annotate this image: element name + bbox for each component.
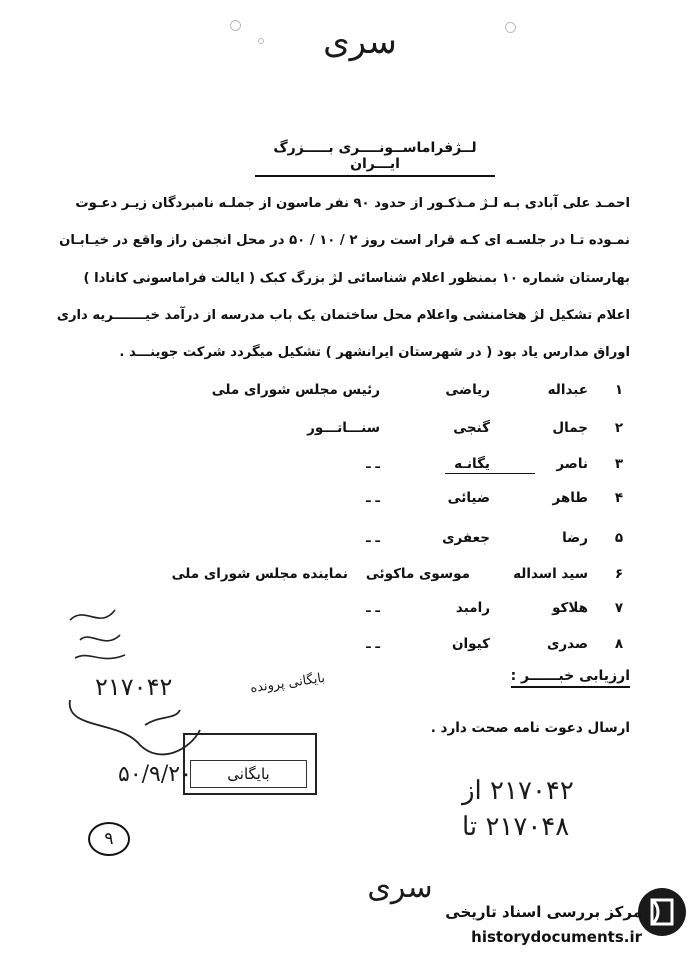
handwritten-archive-number: ۲۱۷۰۴۲ xyxy=(95,673,173,701)
member-role: ـ ـ xyxy=(366,636,380,652)
member-role: نماینده مجلس شورای ملی xyxy=(171,566,348,582)
handwritten-ref-to: ۲۱۷۰۴۸ تا xyxy=(462,812,570,842)
watermark-org-name: مرکز بررسی اسناد تاریخی xyxy=(445,903,642,921)
handwritten-ref-from: ۲۱۷۰۴۲ از xyxy=(462,776,574,806)
speck-mark xyxy=(230,20,241,31)
member-number: ۳ xyxy=(614,456,624,472)
evaluation-label: ارزیابی خبــــــر : xyxy=(511,668,630,688)
closing-statement: ارسال دعوت نامه صحت دارد . xyxy=(430,720,630,736)
organization-heading: لــژفراماســونــــری بـــــزرگ ایـــران xyxy=(255,140,495,177)
speck-mark xyxy=(505,22,516,33)
member-last-name: رامبد xyxy=(455,600,490,616)
archive-logo-icon xyxy=(638,888,686,936)
page-number: ۹ xyxy=(88,822,130,856)
member-number: ۴ xyxy=(614,490,624,506)
member-row xyxy=(10,490,630,514)
handwritten-scribble xyxy=(60,600,140,670)
member-first-name: طاهر xyxy=(552,490,588,506)
member-last-name: جعفری xyxy=(442,530,490,546)
watermark-url[interactable]: historydocuments.ir xyxy=(471,928,642,946)
member-last-name: یگانـه xyxy=(454,456,490,472)
classification-header: سری xyxy=(323,22,397,62)
member-row xyxy=(10,382,630,406)
member-first-name: رضا xyxy=(562,530,588,546)
handwritten-date: ۵۰/۹/۲۰ xyxy=(118,762,192,787)
member-number: ۸ xyxy=(614,636,624,652)
letter-line: احمـد علی آبادی بـه لـژ مـذکـور از حدود ۹۰ نفر ماسون از جملـه نامبردگان زیـر دعـوت xyxy=(75,196,630,211)
member-last-name: ریاضی xyxy=(445,382,490,398)
member-last-name: موسوی ماکوئی xyxy=(365,566,470,582)
member-number: ۲ xyxy=(614,420,624,436)
speck-mark xyxy=(258,38,264,44)
member-first-name: ناصر xyxy=(556,456,588,472)
member-first-name: صدری xyxy=(547,636,588,652)
handwritten-archive-note: بایگانی پرونده xyxy=(249,670,326,697)
member-row xyxy=(10,456,630,480)
member-number: ۶ xyxy=(614,566,624,582)
member-row xyxy=(10,420,630,444)
member-first-name: جمال xyxy=(552,420,588,436)
archive-stamp: بایگانی xyxy=(190,760,307,788)
member-role: ـ ـ xyxy=(366,530,380,546)
letter-line: اوراق مدارس یاد بود ( در شهرستان ایرانشهر ) تشکیل میگردد شرکت جوینـــد . xyxy=(119,345,630,360)
member-first-name: عبداله xyxy=(547,382,588,398)
member-last-name: کیوان xyxy=(452,636,490,652)
member-number: ۱ xyxy=(614,382,624,398)
member-role: رئیس مجلس شورای ملی xyxy=(211,382,380,398)
member-role: ـ ـ xyxy=(366,490,380,506)
member-role: سنـــاتـــور xyxy=(307,420,380,436)
member-last-name: گنجی xyxy=(453,420,490,436)
letter-line: اعلام تشکیل لژ هخامنشی واعلام محل ساختمان یک باب مدرسه از درآمد خیـــــــریه داری xyxy=(56,308,630,323)
member-first-name: هلاکو xyxy=(552,600,588,616)
underline-mark xyxy=(445,473,535,474)
letter-line: بهارستان شماره ۱۰ بمنظور اعلام شناسائی لژ بزرگ کبک ( ایالت فراماسونی کانادا ) xyxy=(83,271,630,286)
member-first-name: سید اسداله xyxy=(513,566,588,582)
member-number: ۵ xyxy=(614,530,624,546)
member-number: ۷ xyxy=(614,600,624,616)
classification-footer: سری xyxy=(367,870,433,905)
letter-line: نمـوده تـا در جلسـه ای کـه قرار است روز ۲ / ۱۰ / ۵۰ در محل انجمن راز واقع در خیـابـان xyxy=(59,233,630,248)
member-row xyxy=(10,566,630,590)
member-role: ـ ـ xyxy=(366,600,380,616)
member-row xyxy=(10,530,630,554)
member-role: ـ ـ xyxy=(366,456,380,472)
member-last-name: ضیائی xyxy=(447,490,490,506)
